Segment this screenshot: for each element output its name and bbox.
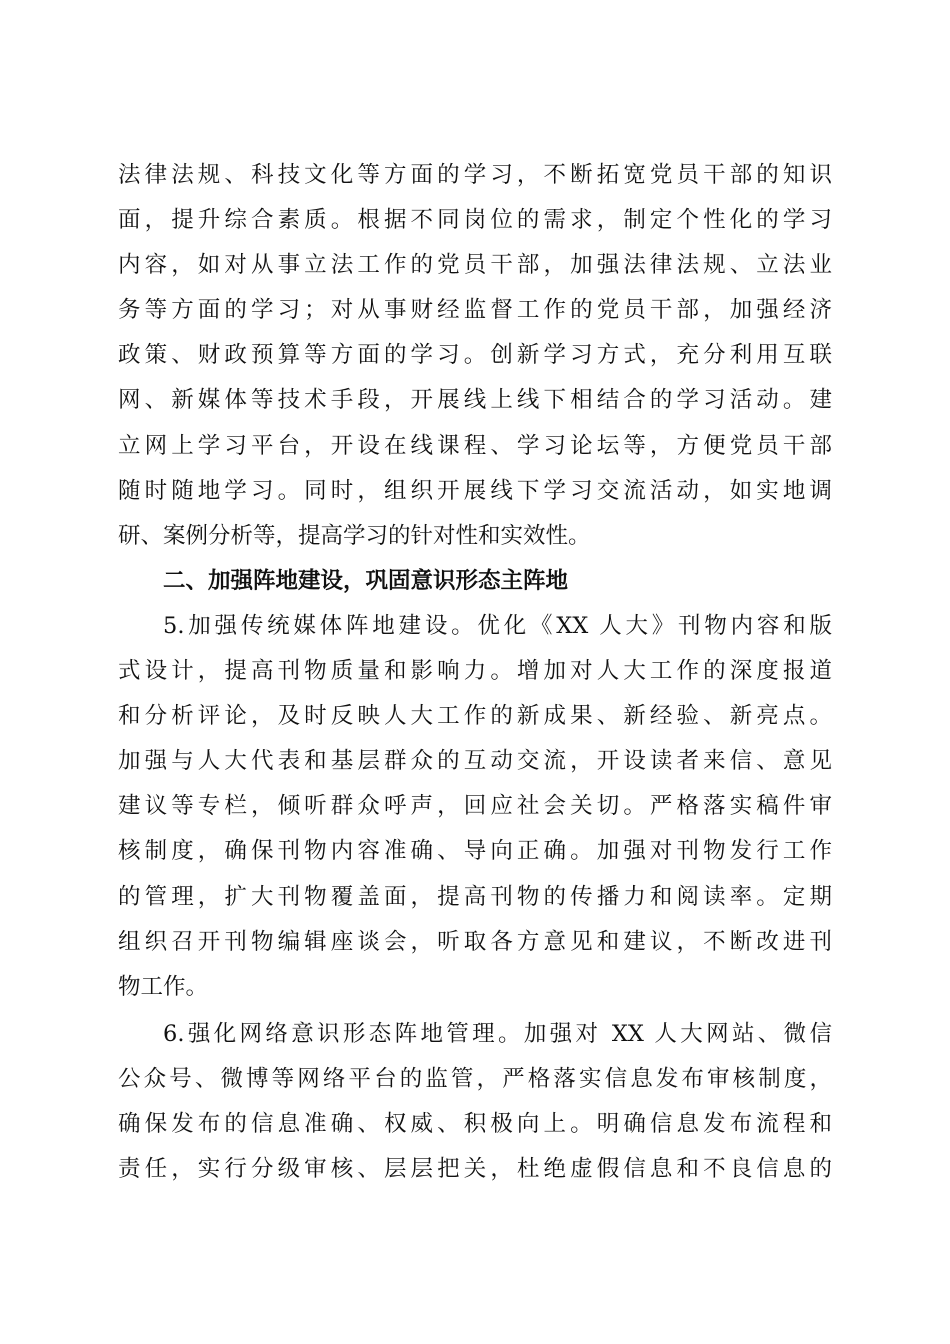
text-line: 加强与人大代表和基层群众的互动交流，开设读者来信、意见 [118,748,832,775]
text-line: 核制度，确保刊物内容准确、导向正确。加强对刊物发行工作 [118,838,832,865]
text-line: 研、案例分析等，提高学习的针对性和实效性。 [118,522,591,549]
text-line: 法律法规、科技文化等方面的学习，不断拓宽党员干部的知识 [118,162,832,188]
paragraph-section1-tail [118,153,832,559]
text-line: 5.加强传统媒体阵地建设。优化《XX 人大》刊物内容和版 [163,612,832,639]
text-line: 的管理，扩大刊物覆盖面，提高刊物的传播力和阅读率。定期 [118,883,832,910]
document-body [118,153,832,1192]
text-line: 务等方面的学习；对从事财经监督工作的党员干部，加强经济 [118,297,832,324]
text-line: 建议等专栏，倾听群众呼声，回应社会关切。严格落实稿件审 [118,793,832,820]
paragraph-item-5 [118,604,832,1010]
text-line: 立网上学习平台，开设在线课程、学习论坛等，方便党员干部 [118,432,832,459]
text-line: 随时随地学习。同时，组织开展线下学习交流活动，如实地调 [118,477,832,504]
section-heading: 二、加强阵地建设，巩固意识形态主阵地 [163,567,569,594]
text-line: 物工作。 [118,973,209,1000]
text-line: 和分析评论，及时反映人大工作的新成果、新经验、新亮点。 [118,703,832,730]
text-line: 责任，实行分级审核、层层把关，杜绝虚假信息和不良信息的 [118,1156,832,1183]
text-line: 公众号、微博等网络平台的监管，严格落实信息发布审核制度， [118,1065,832,1092]
text-line: 6.强化网络意识形态阵地管理。加强对 XX 人大网站、微信 [163,1020,832,1047]
text-line: 式设计，提高刊物质量和影响力。增加对人大工作的深度报道 [118,658,832,685]
text-line: 政策、财政预算等方面的学习。创新学习方式，充分利用互联 [118,342,832,369]
text-line: 确保发布的信息准确、权威、积极向上。明确信息发布流程和 [118,1110,832,1137]
paragraph-item-6 [118,1012,832,1192]
text-line: 面，提升综合素质。根据不同岗位的需求，制定个性化的学习 [118,207,832,234]
text-line: 内容，如对从事立法工作的党员干部，加强法律法规、立法业 [118,252,832,279]
text-line: 组织召开刊物编辑座谈会，听取各方意见和建议，不断改进刊 [118,928,832,955]
text-line: 网、新媒体等技术手段，开展线上线下相结合的学习活动。建 [118,387,832,414]
